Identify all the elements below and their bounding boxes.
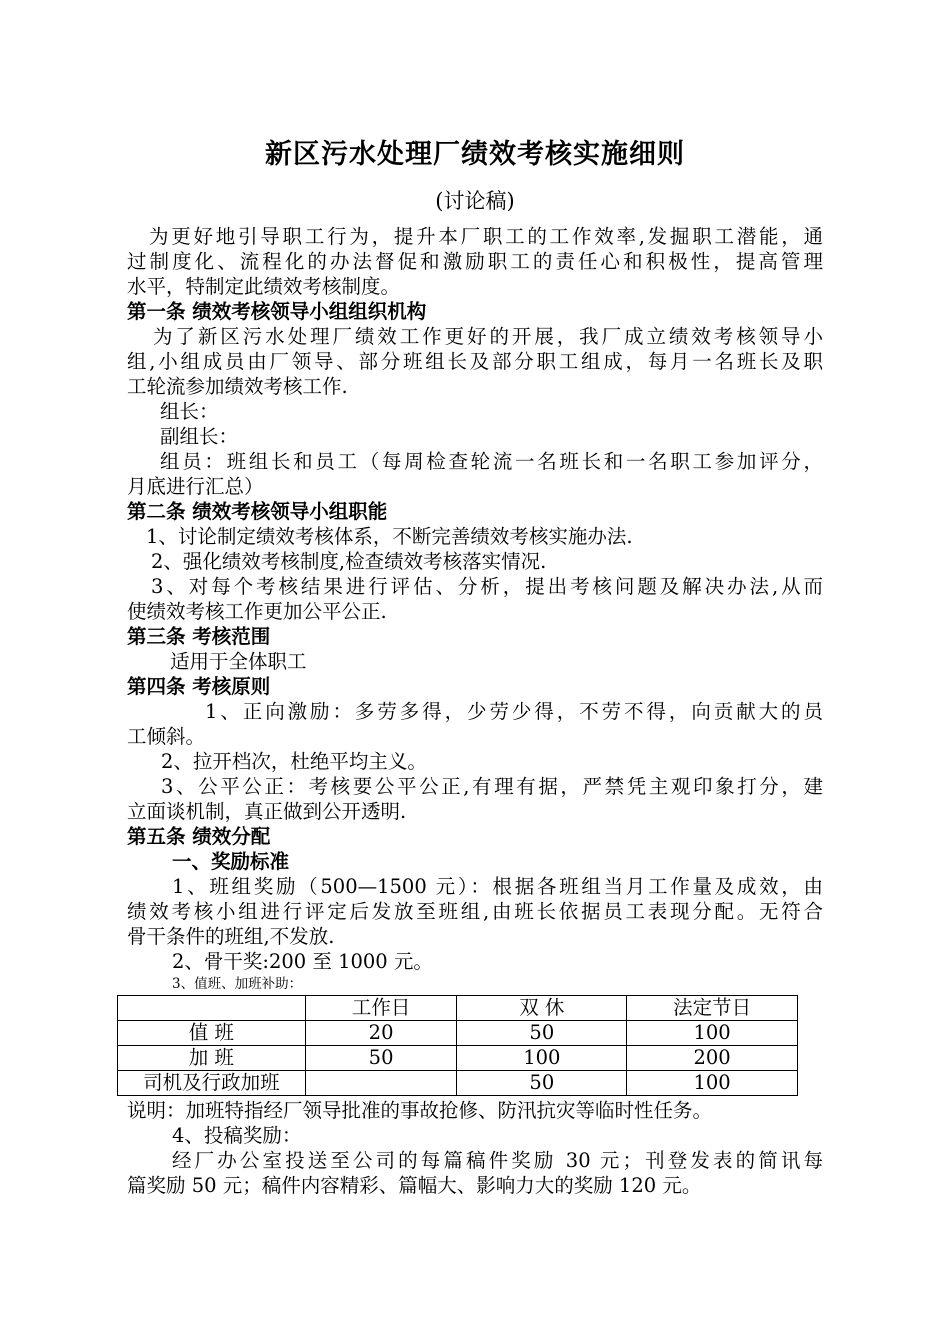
article-4-item-3: 3、公平公正：考核要公平公正,有理有据，严禁凭主观印象打分，建: [161, 775, 823, 798]
article-4-heading: 第四条 考核原则: [127, 675, 271, 698]
table-header-row: [118, 996, 798, 1021]
document-subtitle: (讨论稿): [435, 189, 515, 213]
article-2-item-3-cont: 使绩效考核工作更加公平公正.: [127, 600, 387, 623]
article-2-item-1: 1、讨论制定绩效考核体系，不断完善绩效考核实施办法.: [146, 525, 633, 548]
article-1-line-3: 工轮流参加绩效考核工作.: [127, 375, 348, 398]
article-4-item-1-cont: 工倾斜。: [127, 725, 206, 748]
article-2-item-3: 3、对每个考核结果进行评估、分析，提出考核问题及解决办法,从而: [151, 575, 823, 598]
leader-label: 组长：: [160, 400, 219, 423]
allowance-table: [117, 995, 798, 1096]
article-5-heading: 第五条 绩效分配: [127, 825, 271, 848]
intro-line-1: 为更好地引导职工行为，提升本厂职工的工作效率,发掘职工潜能，通: [149, 225, 823, 248]
table-row: [118, 1021, 798, 1046]
reward-item-4-line-1: 经厂办公室投送至公司的每篇稿件奖励 30 元；刊登发表的简讯每: [172, 1149, 823, 1172]
reward-item-3: 3、值班、加班补助：: [172, 976, 303, 992]
intro-line-3: 水平，特制定此绩效考核制度。: [127, 275, 401, 298]
table-cell: [305, 1071, 457, 1096]
article-1-line-1: 为了新区污水处理厂绩效工作更好的开展，我厂成立绩效考核领导小: [153, 325, 823, 348]
reward-standard-heading: 一、奖励标准: [172, 850, 290, 873]
reward-item-1-cont-1: 绩效考核小组进行评定后发放至班组,由班长依据员工表现分配。无符合: [127, 900, 823, 923]
reward-item-1-cont-2: 骨干条件的班组,不发放.: [127, 925, 335, 948]
document-title: 新区污水处理厂绩效考核实施细则: [265, 139, 685, 170]
article-1-heading: 第一条 绩效考核领导小组组织机构: [127, 300, 427, 323]
table-row: [118, 1071, 798, 1096]
table-header-cell: [118, 996, 306, 1021]
reward-item-1: 1、班组奖励（500—1500 元）：根据各班组当月工作量及成效，由: [172, 875, 823, 898]
reward-item-2: 2、骨干奖:200 至 1000 元。: [172, 950, 433, 973]
table-header-cell: 双 休: [457, 996, 627, 1021]
article-2-heading: 第二条 绩效考核领导小组职能: [127, 500, 388, 523]
table-cell: 100: [627, 1071, 798, 1096]
table-cell: 加 班: [118, 1046, 306, 1071]
table-row: [118, 1046, 798, 1071]
table-header-cell: 工作日: [305, 996, 457, 1021]
article-4-item-3-cont: 立面谈机制，真正做到公开透明.: [127, 800, 407, 823]
members-line-cont: 月底进行汇总）: [127, 475, 264, 498]
article-4-item-1: 1、正向激励：多劳多得，少劳少得，不劳不得，向贡献大的员: [205, 700, 823, 723]
article-2-item-2: 2、强化绩效考核制度,检查绩效考核落实情况.: [151, 550, 547, 573]
table-header-cell: 法定节日: [627, 996, 798, 1021]
table-cell: 50: [305, 1046, 457, 1071]
table-cell: 司机及行政加班: [118, 1071, 306, 1096]
deputy-leader-label: 副组长：: [160, 425, 239, 448]
article-4-item-2: 2、拉开档次，杜绝平均主义。: [161, 750, 427, 773]
table-cell: 200: [627, 1046, 798, 1071]
table-cell: 100: [627, 1021, 798, 1046]
table-cell: 50: [457, 1071, 627, 1096]
reward-item-4-line-2: 篇奖励 50 元；稿件内容精彩、篇幅大、影响力大的奖励 120 元。: [127, 1174, 702, 1197]
reward-item-4: 4、投稿奖励：: [172, 1124, 302, 1147]
intro-line-2: 过制度化、流程化的办法督促和激励职工的责任心和积极性，提高管理: [127, 250, 823, 273]
members-line: 组员：班组长和员工（每周检查轮流一名班长和一名职工参加评分，: [160, 450, 823, 473]
article-3-heading: 第三条 考核范围: [127, 625, 271, 648]
overtime-note: 说明：加班特指经厂领导批准的事故抢修、防汛抗灾等临时性任务。: [127, 1099, 713, 1122]
table-cell: 值 班: [118, 1021, 306, 1046]
article-1-line-2: 组,小组成员由厂领导、部分班组长及部分职工组成，每月一名班长及职: [127, 350, 823, 373]
article-3-text: 适用于全体职工: [170, 650, 307, 673]
table-cell: 100: [457, 1046, 627, 1071]
table-cell: 50: [457, 1021, 627, 1046]
table-cell: 20: [305, 1021, 457, 1046]
